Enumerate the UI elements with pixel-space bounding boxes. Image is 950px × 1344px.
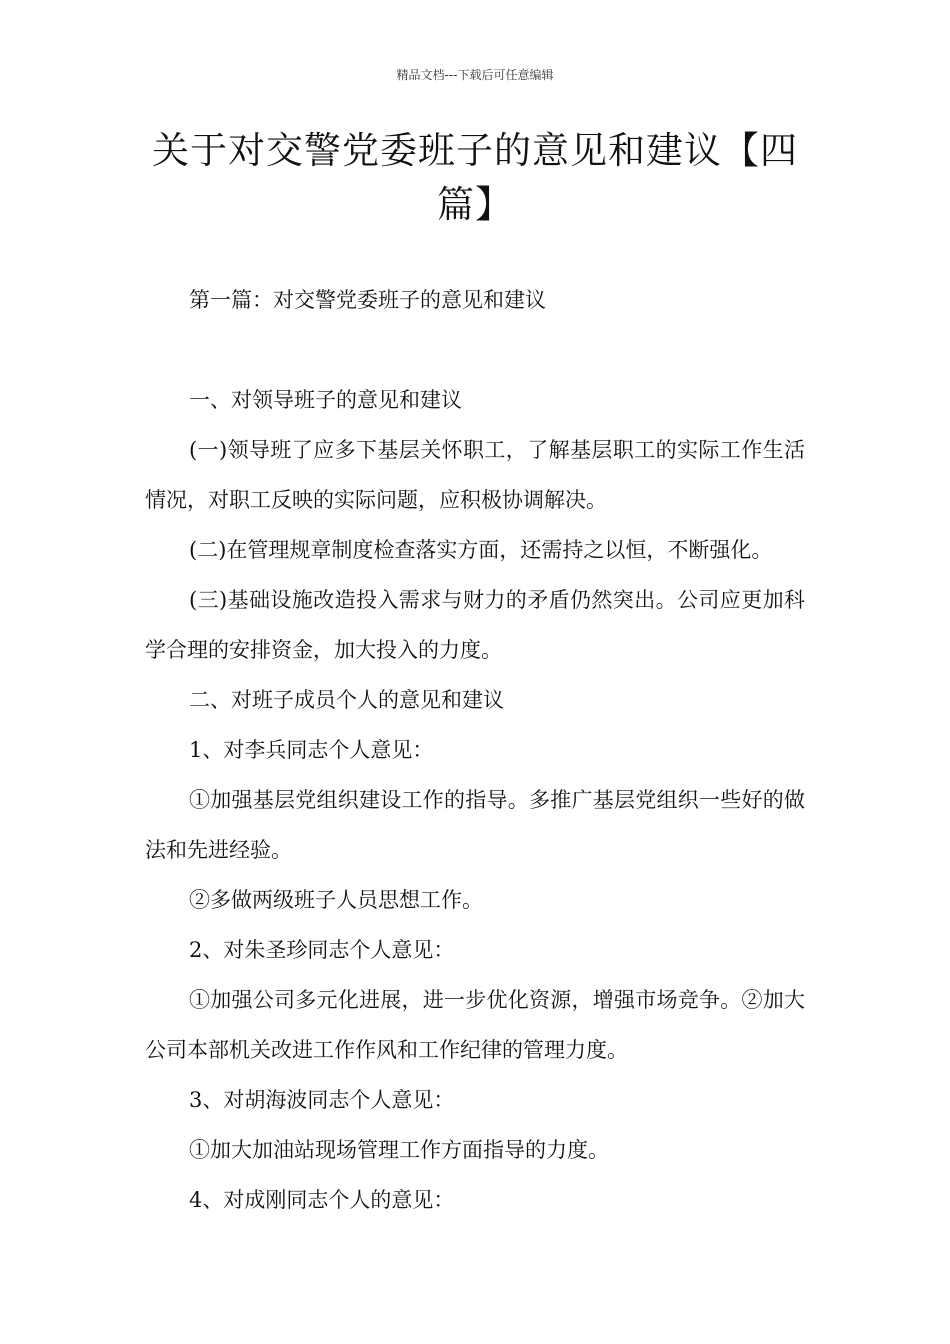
paragraph: ①加强基层党组织建设工作的指导。多推广基层党组织一些好的做法和先进经验。 [145,788,805,862]
heading-2: 二、对班子成员个人的意见和建议 [189,688,504,712]
heading-1: 一、对领导班子的意见和建议 [189,388,462,412]
paragraph: 4、对成刚同志个人的意见： [189,1188,455,1212]
paragraph: (三)基础设施改造投入需求与财力的矛盾仍然突出。公司应更加科学合理的安排资金，加大投入的力度。 [145,588,805,662]
paragraph: (二)在管理规章制度检查落实方面，还需持之以恒，不断强化。 [189,538,773,562]
paragraph: ①加大加油站现场管理工作方面指导的力度。 [189,1138,609,1162]
paragraph: 3、对胡海波同志个人意见： [189,1088,455,1112]
paragraph: 2、对朱圣珍同志个人意见： [189,938,455,962]
section-subtitle: 第一篇：对交警党委班子的意见和建议 [189,288,546,312]
page-header: 精品文档---下载后可任意编辑 [396,68,554,82]
document-title: 关于对交警党委班子的意见和建议【四篇】 [152,129,798,226]
paragraph: (一)领导班了应多下基层关怀职工，了解基层职工的实际工作生活情况，对职工反映的实际问题，应积极协调解决。 [145,438,805,512]
document-body [145,275,805,1225]
paragraph: ①加强公司多元化进展，进一步优化资源，增强市场竞争。②加大公司本部机关改进工作作风和工作纪律的管理力度。 [145,988,805,1062]
paragraph: 1、对李兵同志个人意见： [189,738,434,762]
paragraph: ②多做两级班子人员思想工作。 [189,888,483,912]
